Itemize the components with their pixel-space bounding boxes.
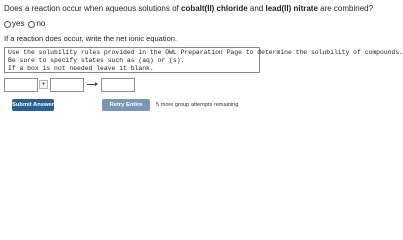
retry-group-button[interactable]: Retry Entire Group — [102, 99, 150, 111]
reaction-arrow-icon — [87, 84, 97, 85]
reactant-1-input[interactable] — [4, 78, 38, 92]
info-line-2: Be sure to specify states such as (aq) or (s). — [8, 57, 185, 64]
solubility-info-box — [4, 47, 403, 73]
no-label: no — [36, 19, 46, 28]
no-radio[interactable] — [28, 21, 35, 28]
reactant-2: lead(II) nitrate — [265, 4, 318, 13]
question-prefix: Does a reaction occur when aqueous solutions of — [4, 4, 181, 13]
attempts-remaining: 5 more group attempts remaining — [156, 102, 239, 108]
option-yes[interactable] — [4, 19, 24, 29]
product-input[interactable] — [101, 78, 135, 92]
question-suffix: are combined? — [317, 4, 374, 13]
plus-symbol: + — [39, 80, 48, 89]
info-line-1: Use the solubility rules provided in the OWL Preparation Page to determine the solubility of compounds. — [8, 49, 403, 56]
reaction-options — [4, 19, 49, 29]
question-conj: and — [247, 4, 266, 13]
reactant-2-input[interactable] — [50, 78, 84, 92]
yes-label: yes — [12, 19, 25, 28]
option-no[interactable] — [28, 19, 45, 29]
instruction-text: If a reaction does occur, write the net ionic equation. — [4, 34, 178, 43]
reactant-1: cobalt(II) chloride — [181, 4, 248, 13]
submit-answer-button[interactable]: Submit Answer — [12, 99, 54, 111]
yes-radio[interactable] — [4, 21, 11, 28]
info-line-3: If a box is not needed leave it blank. — [8, 65, 154, 72]
question-text — [4, 4, 374, 14]
